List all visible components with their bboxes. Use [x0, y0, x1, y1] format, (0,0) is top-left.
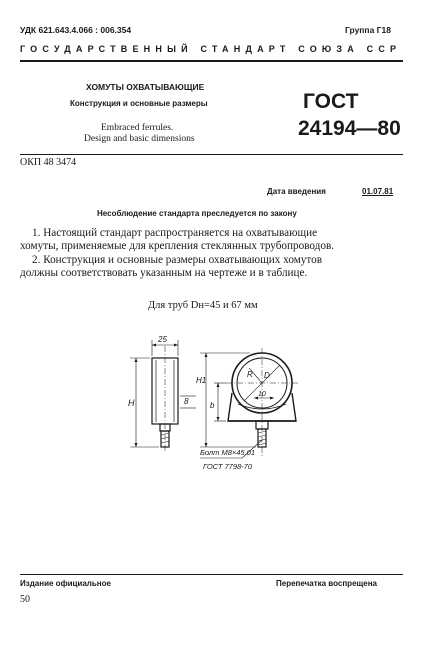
- dim-b-label: b: [210, 401, 215, 410]
- dim-h-label: H: [128, 398, 135, 408]
- p2-line2: должны соответствовать указанным на чертеже и в таблице.: [20, 267, 308, 280]
- dim-25-label: 25: [158, 335, 167, 344]
- standard-line: ГОСУДАРСТВЕННЫЙ СТАНДАРТ СОЮЗА ССР: [20, 44, 402, 54]
- p1-line1: 1. Настоящий стандарт распространяется на охватывающие: [32, 227, 318, 239]
- p1-line2: хомуты, применяемые для крепления стеклянных трубопроводов.: [20, 240, 335, 253]
- title-en-line1: Embraced ferrules.: [101, 123, 174, 133]
- arrow: [135, 443, 138, 447]
- dim-8-label: 8: [184, 397, 189, 406]
- bolt-label-line2: ГОСТ 7798-70: [203, 462, 253, 471]
- gost-label: ГОСТ: [303, 90, 359, 113]
- dim-r-label: R: [247, 370, 253, 379]
- p2-line1: 2. Конструкция и основные размеры охватывающих хомутов: [32, 254, 322, 266]
- dim-h1-label: H1: [196, 376, 207, 385]
- arrow: [217, 383, 220, 387]
- date-label: Дата введения: [267, 187, 326, 196]
- date-value: 01.07.81: [362, 187, 394, 196]
- reprint-label: Перепечатка воспрещена: [276, 579, 377, 588]
- footer-rule: [20, 574, 403, 575]
- page-number: 50: [20, 594, 30, 605]
- group-code: Группа Г18: [345, 25, 391, 35]
- title-en-line2: Design and basic dimensions: [84, 134, 195, 144]
- arrow: [152, 344, 156, 347]
- title-ru-sub: Конструкция и основные размеры: [70, 99, 208, 108]
- edition-label: Издание официальное: [20, 579, 111, 588]
- figure-caption: Для труб Dн=45 и 67 мм: [148, 300, 258, 311]
- arrow: [205, 443, 208, 447]
- arrow: [205, 353, 208, 357]
- arrow: [135, 358, 138, 362]
- okp-code: ОКП 48 3474: [20, 157, 77, 168]
- udc-code: УДК 621.643.4.066 : 006.354: [20, 25, 132, 35]
- arrow: [217, 417, 220, 421]
- title-ru-main: ХОМУТЫ ОХВАТЫВАЮЩИЕ: [86, 82, 205, 92]
- arrow: [270, 397, 274, 400]
- dim-d-label: D: [264, 371, 270, 380]
- gost-number: 24194—80: [298, 117, 401, 140]
- law-notice: Несоблюдение стандарта преследуется по закону: [97, 209, 297, 218]
- arrow: [174, 344, 178, 347]
- bolt-label-line1: Болт М8×45.01: [200, 448, 256, 457]
- dim-10-label: 10: [258, 391, 266, 398]
